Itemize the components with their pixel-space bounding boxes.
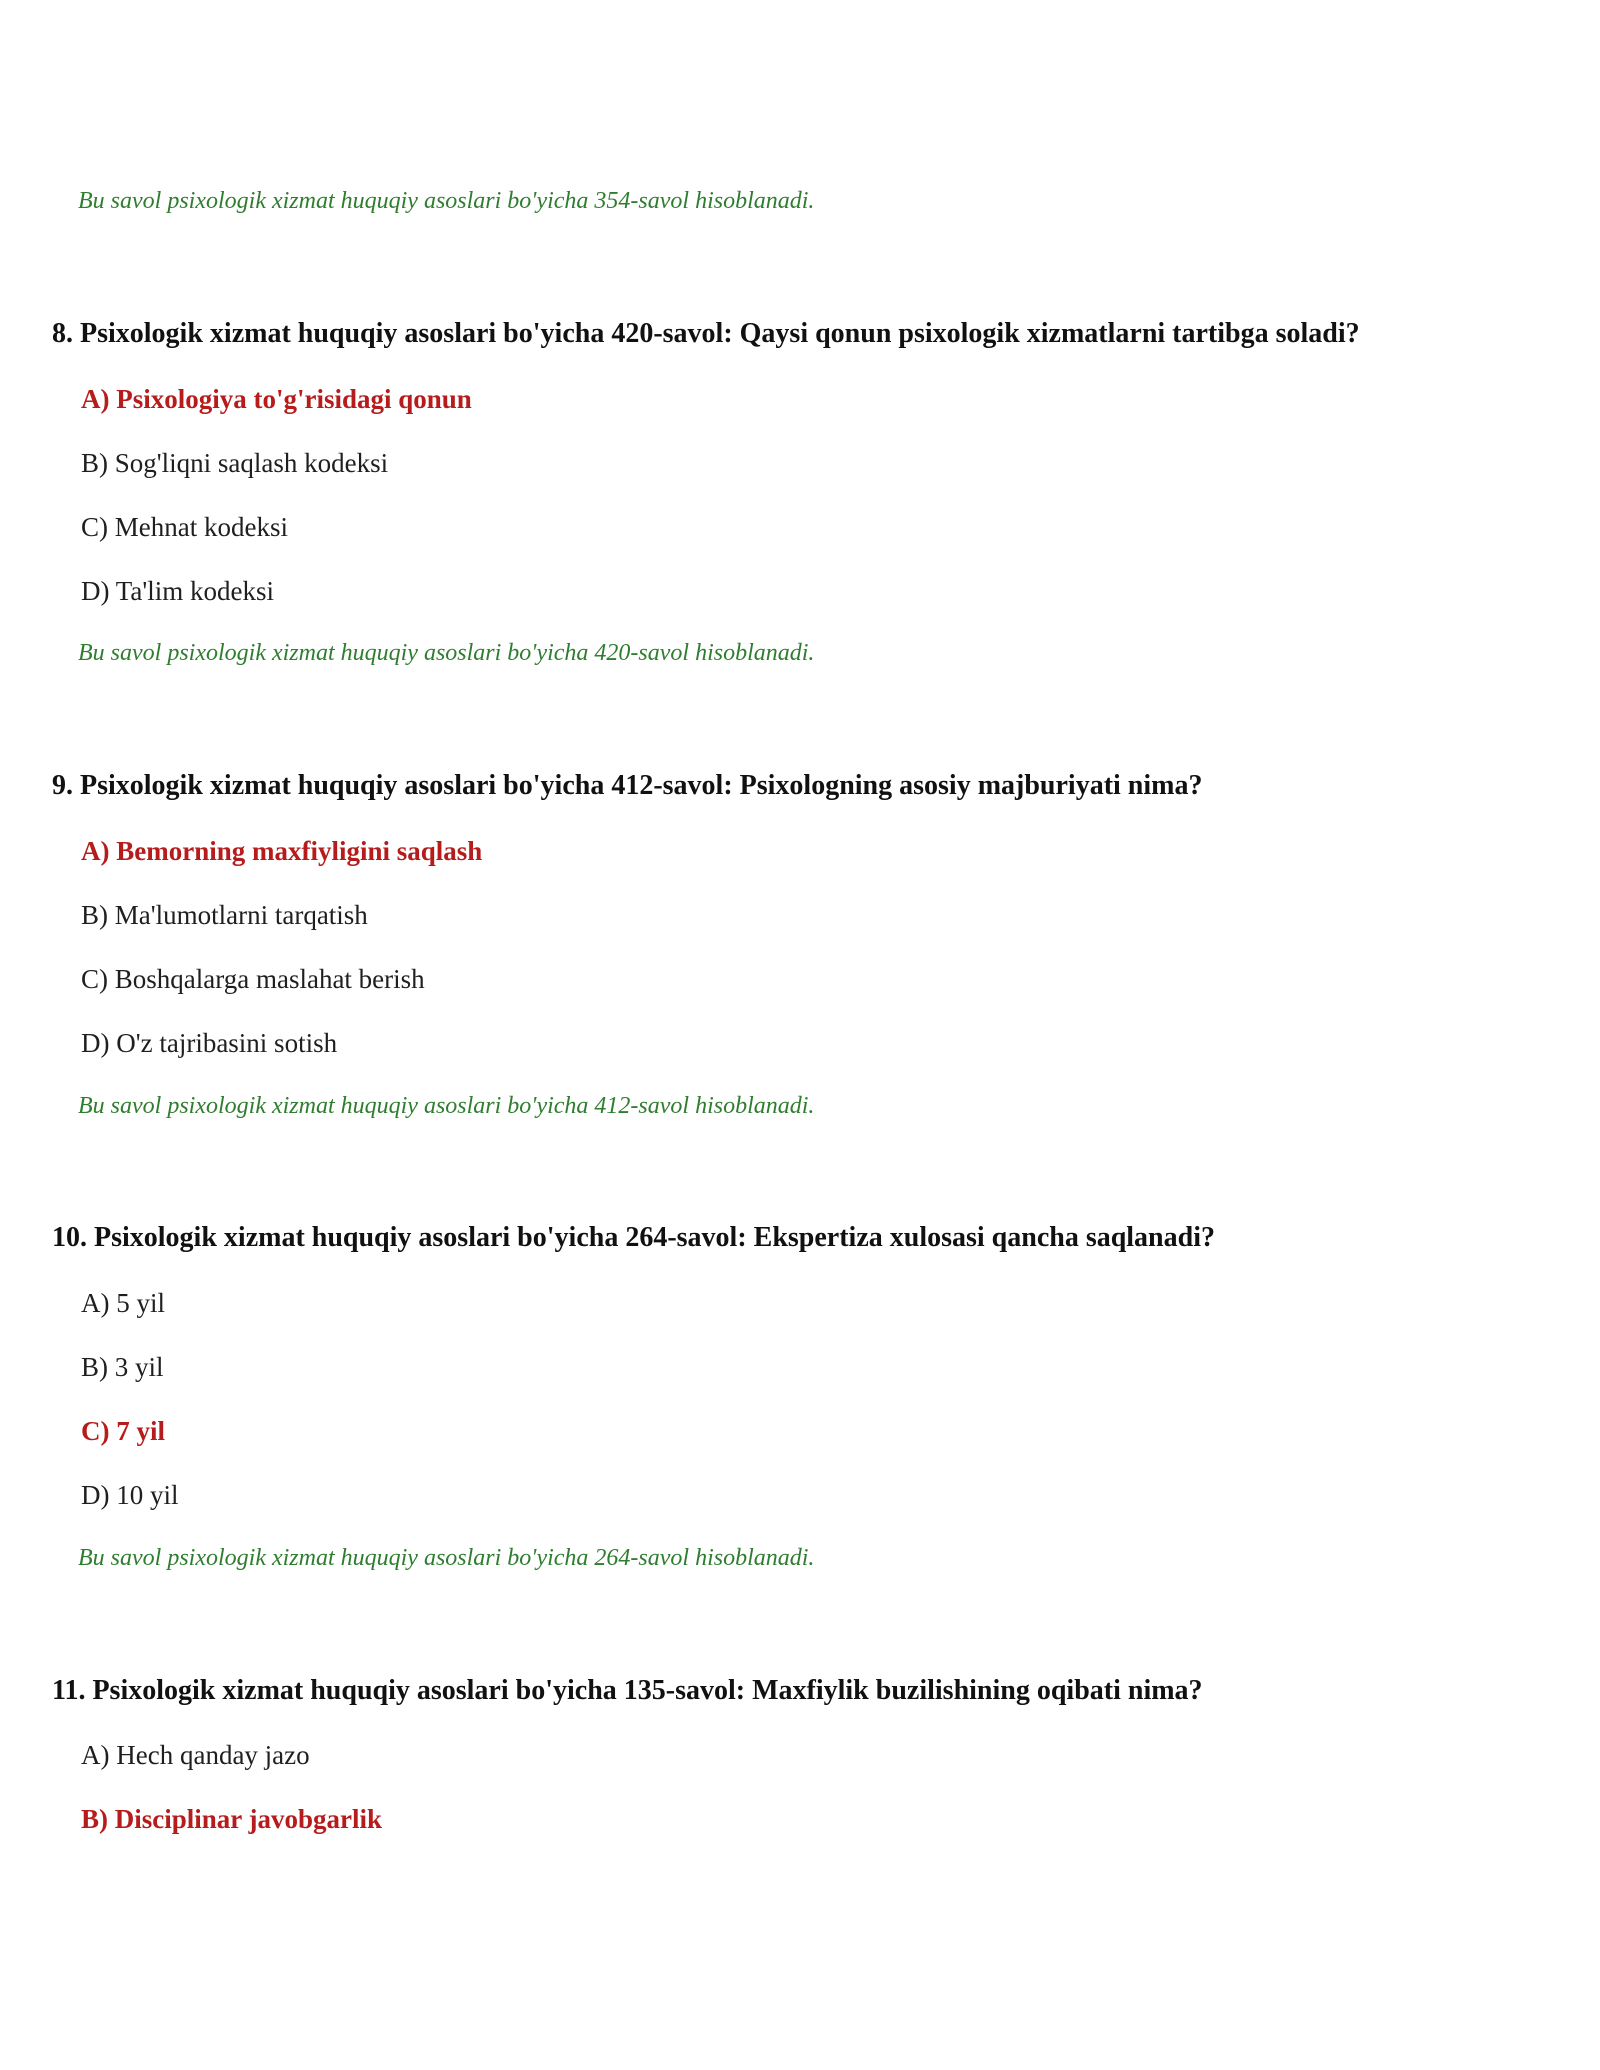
answer-option: D) Ta'lim kodeksi (81, 576, 274, 606)
answer-option: B) 3 yil (81, 1352, 164, 1382)
source-note: Bu savol psixologik xizmat huquqiy asoslari bo'yicha 420-savol hisoblanadi. (78, 640, 815, 666)
question-title: 11. Psixologik xizmat huquqiy asoslari bo'yicha 135-savol: Maxfiylik buzilishining oqibati nima? (52, 1675, 1203, 1706)
answer-option: B) Sog'liqni saqlash kodeksi (81, 448, 389, 478)
answer-option-correct: A) Bemorning maxfiyligini saqlash (81, 836, 483, 866)
question-title: 8. Psixologik xizmat huquqiy asoslari bo'yicha 420-savol: Qaysi qonun psixologik xizmatlarni tartibga soladi? (52, 318, 1360, 349)
source-note: Bu savol psixologik xizmat huquqiy asoslari bo'yicha 412-savol hisoblanadi. (78, 1093, 815, 1119)
answer-option: A) Hech qanday jazo (81, 1740, 310, 1770)
question-title: 10. Psixologik xizmat huquqiy asoslari bo'yicha 264-savol: Ekspertiza xulosasi qancha saqlanadi? (52, 1222, 1215, 1253)
answer-option-correct: B) Disciplinar javobgarlik (81, 1804, 383, 1834)
source-note: Bu savol psixologik xizmat huquqiy asoslari bo'yicha 264-savol hisoblanadi. (78, 1545, 815, 1571)
answer-option-correct: C) 7 yil (81, 1416, 165, 1446)
answer-option: C) Mehnat kodeksi (81, 512, 288, 542)
answer-option: C) Boshqalarga maslahat berish (81, 964, 425, 994)
question-title: 9. Psixologik xizmat huquqiy asoslari bo'yicha 412-savol: Psixologning asosiy majburiyati nima? (52, 770, 1203, 801)
answer-option-correct: A) Psixologiya to'g'risidagi qonun (81, 384, 472, 414)
answer-option: D) O'z tajribasini sotish (81, 1028, 338, 1058)
source-note: Bu savol psixologik xizmat huquqiy asoslari bo'yicha 354-savol hisoblanadi. (78, 188, 815, 214)
answer-option: B) Ma'lumotlarni tarqatish (81, 900, 368, 930)
answer-option: A) 5 yil (81, 1288, 165, 1318)
answer-option: D) 10 yil (81, 1480, 179, 1510)
